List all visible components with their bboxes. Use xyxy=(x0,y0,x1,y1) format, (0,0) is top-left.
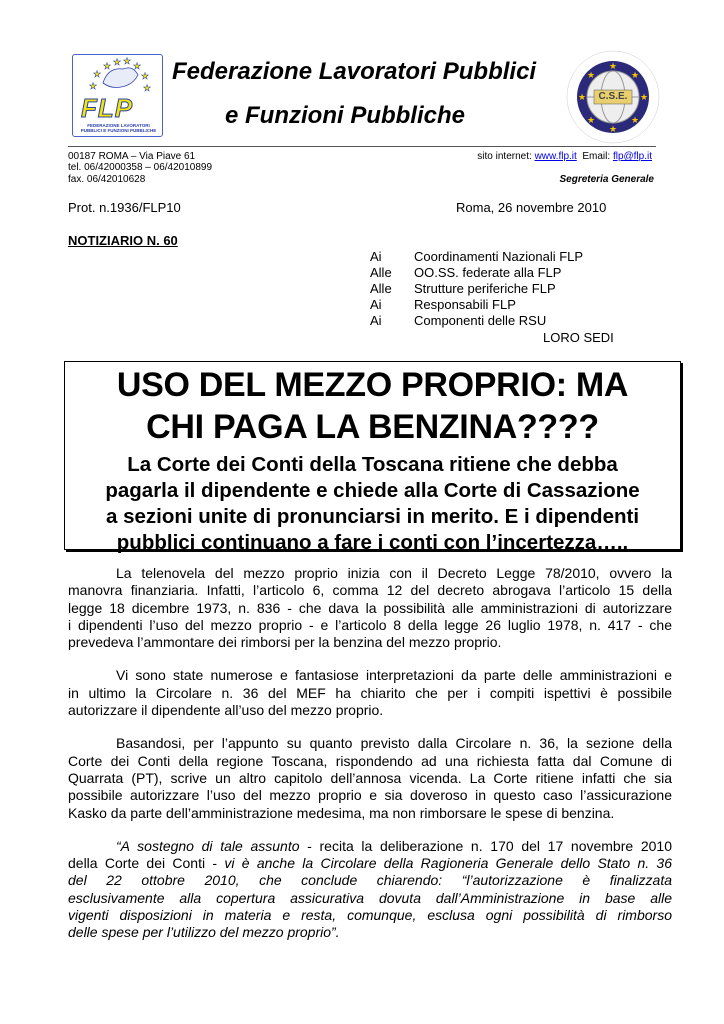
text-line: vigenti disposizioni in materia e resta, comunque, esclusa ogni possibilità di rimborso xyxy=(68,907,672,924)
text-line: Ai xyxy=(370,313,382,328)
svg-text:★: ★ xyxy=(143,83,152,93)
paragraph xyxy=(68,735,672,821)
text-line: USO DEL MEZZO PROPRIO: MA xyxy=(116,366,629,404)
text-line: Kasko da parte dell’amministrazione medesima, ma non rimborsare le spese di benzina. xyxy=(68,804,615,821)
fax: fax. 06/42010628 xyxy=(68,174,146,185)
contacts xyxy=(477,151,652,162)
text-line: a sezioni unite di pronunciarsi in merito. E i dipendenti xyxy=(105,505,640,528)
text-line: Corte dei Conti della regione Toscana, rispondendo ad una richiesta fatta dal Comune di xyxy=(68,752,672,769)
text-line: “A sostegno di tale assunto xyxy=(116,837,300,854)
text-line: prevedeva l’ammontare dei rimborsi per la benzina del mezzo proprio. xyxy=(68,634,502,651)
recipient xyxy=(370,297,583,313)
website-link[interactable]: www.flp.it xyxy=(534,151,577,162)
text-line: Ai xyxy=(370,297,382,312)
flp-logo xyxy=(72,54,163,137)
recipient xyxy=(370,249,583,265)
office-name: Segreteria Generale xyxy=(559,174,654,185)
text-line: Strutture periferiche FLP xyxy=(414,281,556,296)
text-line: esclusivamente alla copertura assicurativa dovuta dall’Amministrazione in base alle xyxy=(68,889,672,906)
email-link[interactable]: flp@flp.it xyxy=(612,151,652,162)
text-line: i dipendenti l’uso del mezzo proprio - e l’articolo 8 della legge 26 luglio 1978, n. 417 - che xyxy=(68,616,672,633)
text-line: possibile autorizzare l’uso del mezzo proprio e sia doveroso in questo caso l’assicurazione xyxy=(68,787,672,804)
text-line: La telenovela del mezzo proprio inizia con il Decreto Legge 78/2010, ovvero la xyxy=(116,565,672,581)
svg-text:★: ★ xyxy=(93,69,102,79)
org-title-line1: Federazione Lavoratori Pubblici xyxy=(172,58,537,85)
text-line: C.S.E. xyxy=(598,91,628,102)
text-line: La Corte dei Conti della Toscana ritiene che debba xyxy=(127,453,618,476)
address: 00187 ROMA – Via Piave 61 xyxy=(68,151,196,162)
text-line: FLP xyxy=(81,93,134,123)
header-divider xyxy=(68,146,656,147)
text-line: legge 18 dicembre 1973, n. 836 - che dava la possibilità alle amministrazioni di autorizzare xyxy=(68,599,672,616)
text-line: Coordinamenti Nazionali FLP xyxy=(414,249,584,264)
text-line: della Corte dei Conti - xyxy=(68,855,225,872)
cse-logo xyxy=(566,50,660,144)
text-line: Basandosi, per l’appunto su quanto previsto dalla Circolare n. 36, la sezione della xyxy=(116,735,672,752)
text-line: in ultimo la Circolare n. 36 del MEF ha chiarito che per i compiti ispettivi è possibile xyxy=(68,684,672,701)
svg-text:★: ★ xyxy=(577,92,587,102)
headline-subtitle xyxy=(65,452,680,556)
phone: tel. 06/42000358 – 06/42010899 xyxy=(68,162,213,173)
svg-text:★: ★ xyxy=(586,70,596,80)
text-line: Quarrata (PT), scrive un altro capitolo dell’annosa vicenda. La Corte ritiene infatti che sia xyxy=(68,769,672,786)
recipient xyxy=(370,313,583,329)
svg-text:★: ★ xyxy=(639,92,649,102)
org-title-line2: e Funzioni Pubbliche xyxy=(225,102,465,129)
paragraph xyxy=(68,667,672,719)
loro-sedi: LORO SEDI xyxy=(543,330,614,345)
text-line: Alle xyxy=(370,265,392,280)
text-line: Ai xyxy=(370,249,382,264)
quote-paragraph xyxy=(68,838,672,942)
text-line: pubblici continuano a fare i conti con l’incertezza….. xyxy=(116,531,629,554)
text-line: manovra finanziaria. Infatti, l’articolo 6, comma 12 del decreto abrogava l’articolo 15 della xyxy=(68,582,672,599)
text-line: Email: xyxy=(582,151,611,162)
text-line: OO.SS. federate alla FLP xyxy=(414,265,562,280)
svg-text:★: ★ xyxy=(630,115,640,125)
svg-text:★: ★ xyxy=(630,70,640,80)
svg-text:★: ★ xyxy=(89,81,98,91)
text-line: - recita la deliberazione n. 170 del 17 novembre 2010 xyxy=(299,837,672,854)
svg-text:★: ★ xyxy=(608,124,618,134)
svg-text:★: ★ xyxy=(133,61,142,71)
svg-text:★: ★ xyxy=(586,115,596,125)
bulletin-number: NOTIZIARIO N. 60 xyxy=(68,233,178,248)
text-line: Responsabili FLP xyxy=(414,297,516,312)
text-line: vi è anche la Circolare della Ragioneria Generale dello Stato n. 36 xyxy=(224,855,672,872)
date: Roma, 26 novembre 2010 xyxy=(456,200,607,215)
paragraph xyxy=(68,565,672,651)
text-line: Alle xyxy=(370,281,392,296)
text-line: del 22 ottobre 2010, che conclude chiarendo: “l’autorizzazione è finalizzata xyxy=(68,872,672,889)
headline-title xyxy=(65,364,680,448)
svg-text:★: ★ xyxy=(608,61,618,71)
text-line: autorizzare il dipendente all’uso del mezzo proprio. xyxy=(68,702,384,719)
svg-text:★: ★ xyxy=(103,61,112,71)
text-line: sito internet: xyxy=(477,151,532,162)
svg-text:★: ★ xyxy=(123,56,132,66)
svg-text:★: ★ xyxy=(113,57,122,67)
text-line: CHI PAGA LA BENZINA???? xyxy=(146,408,599,446)
headline-box xyxy=(64,361,681,554)
recipients-list xyxy=(370,249,583,329)
text-line: pagarla il dipendente e chiede alla Corte di Cassazione xyxy=(105,479,640,502)
text-line: delle spese per l’utilizzo del mezzo proprio”. xyxy=(68,924,340,941)
text-line: Componenti delle RSU xyxy=(414,313,547,328)
recipient xyxy=(370,281,583,297)
protocol-number: Prot. n.1936/FLP10 xyxy=(68,200,181,215)
svg-text:★: ★ xyxy=(141,71,150,81)
article-body xyxy=(68,565,672,958)
recipient xyxy=(370,265,583,281)
europe-stars-icon xyxy=(73,55,161,95)
text-line: Vi sono state numerose e fantasiose interpretazioni da parte delle amministrazioni e xyxy=(116,667,672,684)
text-line: FEDERAZIONE LAVORATORI PUBBLICI E FUNZIONI PUBBLICHE xyxy=(80,123,157,133)
